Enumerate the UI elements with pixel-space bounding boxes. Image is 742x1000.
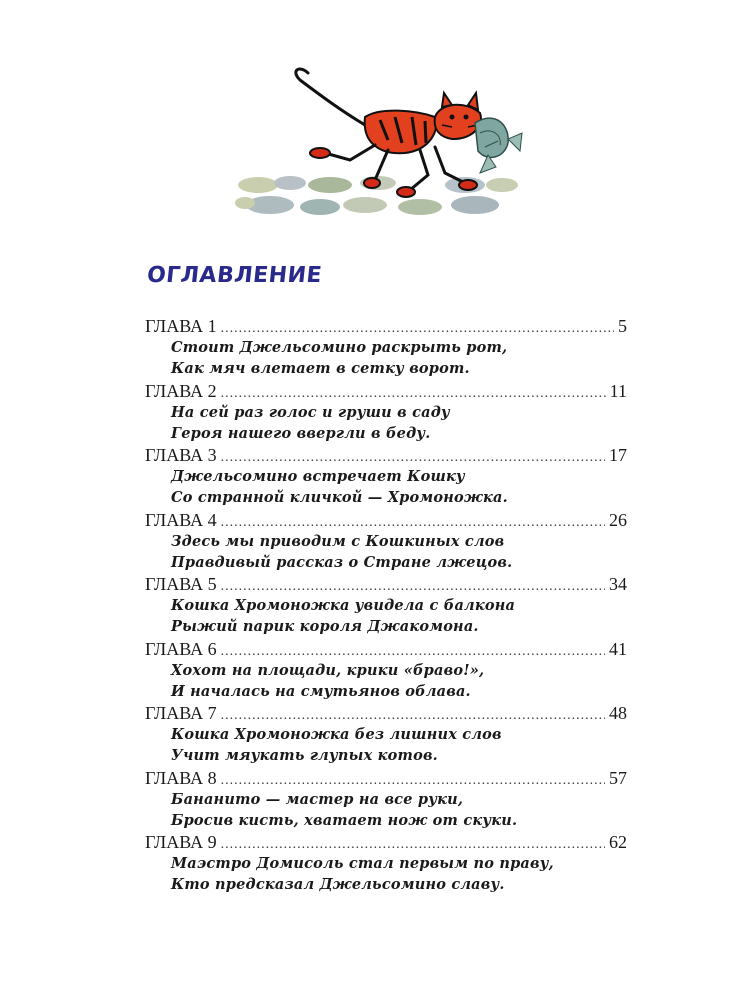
chapter-line <box>145 767 627 789</box>
toc-entry <box>145 315 627 380</box>
chapter-line <box>145 380 627 402</box>
chapter-summary-line: Рыжий парик короля Джакомона. <box>171 618 479 635</box>
chapter-label: ГЛАВА 1 <box>145 316 217 336</box>
page-title: ОГЛАВЛЕНИЕ <box>145 263 324 288</box>
toc-entry <box>145 380 627 445</box>
chapter-label: ГЛАВА 8 <box>145 767 217 788</box>
chapter-summary-line: Бросив кисть, хватает нож от скуки. <box>171 811 518 829</box>
page-number: 57 <box>609 767 627 788</box>
chapter-line <box>145 444 627 466</box>
chapter-summary-line: Правдивый рассказ о Стране лжецов. <box>171 553 513 571</box>
toc-entry <box>145 509 627 574</box>
toc-entry <box>145 444 627 509</box>
chapter-label: ГЛАВА 7 <box>145 703 217 723</box>
page-number: 41 <box>609 638 627 659</box>
chapter-line <box>145 509 627 531</box>
chapter-summary-line: Здесь мы приводим с Кошкиных слов <box>171 532 505 550</box>
chapter-label: ГЛАВА 6 <box>145 638 217 659</box>
chapter-line <box>145 315 627 337</box>
chapter-summary-line: И началась на смутьянов облава. <box>171 682 471 700</box>
chapter-summary-line: Кто предсказал Джельсомино славу. <box>171 876 505 893</box>
chapter-line <box>145 638 627 660</box>
cat-with-fish-illustration <box>230 55 530 225</box>
chapter-label: ГЛАВА 3 <box>145 445 217 465</box>
chapter-summary-line: Как мяч влетает в сетку ворот. <box>171 360 470 377</box>
fish <box>475 118 522 173</box>
toc-entry <box>145 767 627 832</box>
chapter-summary-line: Хохот на площади, крики «браво!», <box>171 661 485 679</box>
chapter-summary-line: Маэстро Домисоль стал первым по праву, <box>171 855 554 872</box>
chapter-summary-line: Джельсомино встречает Кошку <box>171 468 465 485</box>
chapter-summary-line: Кошка Хромоножка увидела с балкона <box>171 597 516 614</box>
chapter-summary-line: Со странной кличкой — Хромоножка. <box>171 489 508 506</box>
toc-entry <box>145 573 627 638</box>
chapter-line <box>145 702 627 724</box>
chapter-summary-line: Кошка Хромоножка без лишних слов <box>171 726 502 743</box>
page-number: 17 <box>609 445 627 465</box>
page-number: 5 <box>618 316 627 336</box>
page-number: 34 <box>609 574 627 594</box>
chapter-summary-line: Героя нашего ввергли в беду. <box>171 424 431 442</box>
chapter-summary-line: Учит мяукать глупых котов. <box>171 747 438 764</box>
chapter-label: ГЛАВА 9 <box>145 832 217 852</box>
chapter-summary-line: На сей раз голос и груши в саду <box>171 403 450 421</box>
page-number: 11 <box>609 380 627 401</box>
table-of-contents <box>145 315 627 896</box>
toc-entry <box>145 702 627 767</box>
chapter-label: ГЛАВА 4 <box>145 509 217 530</box>
toc-entry <box>145 638 627 703</box>
page-number: 26 <box>609 509 627 530</box>
page-number: 62 <box>609 832 627 852</box>
chapter-label: ГЛАВА 2 <box>145 380 217 401</box>
chapter-summary-line: Бананито — мастер на все руки, <box>171 790 464 808</box>
toc-entry <box>145 831 627 896</box>
chapter-line <box>145 831 627 853</box>
page-number: 48 <box>609 703 627 723</box>
chapter-label: ГЛАВА 5 <box>145 574 217 594</box>
chapter-summary-line: Стоит Джельсомино раскрыть рот, <box>171 339 508 356</box>
chapter-line <box>145 573 627 595</box>
